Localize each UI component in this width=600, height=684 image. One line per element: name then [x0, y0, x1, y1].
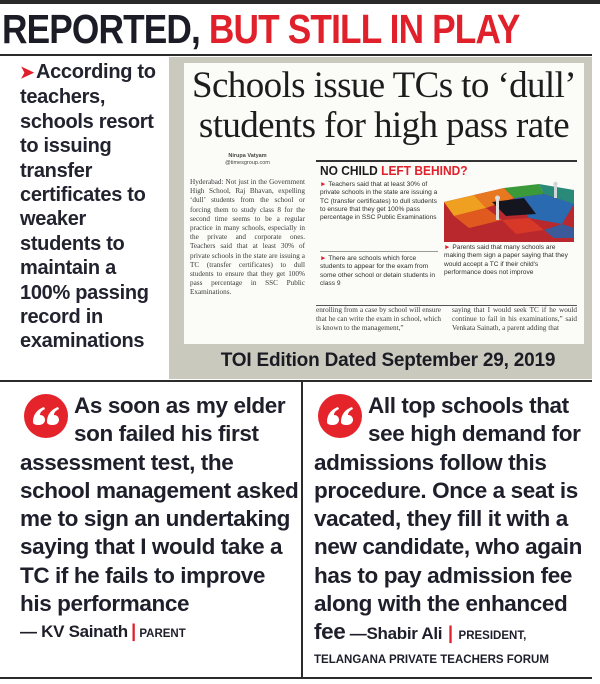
factbox-item: [444, 244, 574, 277]
quote-text: All top schools that see high demand for admissions follow this procedure. Once a seat is vacated, they fill it with a new candidate, who again has to pay admission fee along with the enhanced fee: [314, 393, 582, 645]
headline-part-dark: REPORTED,: [2, 6, 200, 52]
bullet-icon: ►: [320, 255, 327, 262]
separator: |: [131, 621, 137, 642]
quote-text: As soon as my elder son failed his first assessment test, the school management asked me to sign an undertaking saying that I would take a TC if he fails to improve his performance: [20, 393, 299, 617]
factbox-item: [320, 181, 438, 222]
clipping-headline: [184, 66, 584, 146]
clipping-byline: [190, 153, 305, 167]
quote-parent: [20, 392, 300, 643]
quote-mark-icon: [24, 394, 68, 438]
byline-email: @timesgroup.com: [225, 160, 270, 166]
quote-author: KV Sainath: [41, 622, 128, 642]
clipping-column-3: saying that I would seek TC if he would continue to fail in his examinations,” said Venkata Sainath, a parent adding that: [452, 306, 577, 333]
factbox-item-text: Teachers said that at least 30% of private schools in the state are issuing a TC (transfer certificates) to dull students to ensure that they get 100% pass percentage in SSC Public Examinations: [320, 181, 438, 222]
clipping-headline-line1: Schools issue TCs to ‘dull’: [192, 65, 576, 106]
bullet-icon: ►: [320, 181, 327, 188]
section-rule: [0, 380, 592, 382]
factbox-title-dark: NO CHILD: [320, 163, 378, 178]
factbox-title-red: LEFT BEHIND?: [381, 163, 468, 178]
summary-text: According to teachers, schools resort to issuing transfer certificates to weaker students to maintain a 100% passing record in examinations: [20, 61, 156, 353]
edition-caption: TOI Edition Dated September 29, 2019: [220, 350, 556, 371]
summary-text-block: [20, 60, 168, 354]
headline-part-red: BUT STILL IN PLAY: [208, 6, 520, 52]
quote-president: [314, 392, 596, 669]
factbox-title: [320, 163, 468, 179]
factbox-item-text: There are schools which force students to appear for the exam from some other school or detain students in class 9: [320, 255, 436, 287]
factbox: [316, 160, 577, 306]
red-arrow-icon: ➤: [20, 63, 34, 82]
clipping-headline-line2: students for high pass rate: [198, 105, 570, 146]
separator: |: [448, 623, 453, 644]
clipping-column-2: enrolling from a case by school will ensure that he can write the exam in school, which is known to the management,”: [316, 306, 441, 333]
quote-author-role: PRESIDENT,: [458, 630, 527, 643]
factbox-item: [320, 251, 438, 288]
clipping-column-1: Hyderabad: Not just in the Government High School, Raj Bhavan, expelling ‘dull’ students from the school or forcing them to study class 8 for the second time seems to be a regular practice in many schools, especially in the private and corporate ones. Teachers said that at least 30% of private schools in the state are issuing a TC (transfer certificates) to dull students to ensure that they get 100% pass percentage in SSC Public Examinations.: [190, 178, 305, 297]
bottom-rule: [0, 677, 592, 679]
quote-author-org: TELANGANA PRIVATE TEACHERS FORUM: [314, 653, 549, 666]
bullet-icon: ►: [444, 244, 451, 251]
factbox-item-text: Parents said that many schools are making them sign a paper saying that they would accept a TC if their child's performance does not improve: [444, 244, 568, 276]
byline-name: Nirupa Vatyam: [228, 153, 267, 159]
page-headline: [2, 5, 520, 53]
quote-dash: —: [345, 624, 367, 644]
colorful-stairs-illustration: [444, 180, 574, 242]
headline-rule: [0, 54, 592, 56]
column-divider: [301, 382, 303, 678]
quote-author-role: PARENT: [139, 628, 186, 641]
quote-mark-icon: [318, 394, 362, 438]
quote-dash: —: [20, 622, 42, 642]
top-rule: [0, 0, 600, 4]
quote-author: Shabir Ali: [366, 624, 443, 644]
